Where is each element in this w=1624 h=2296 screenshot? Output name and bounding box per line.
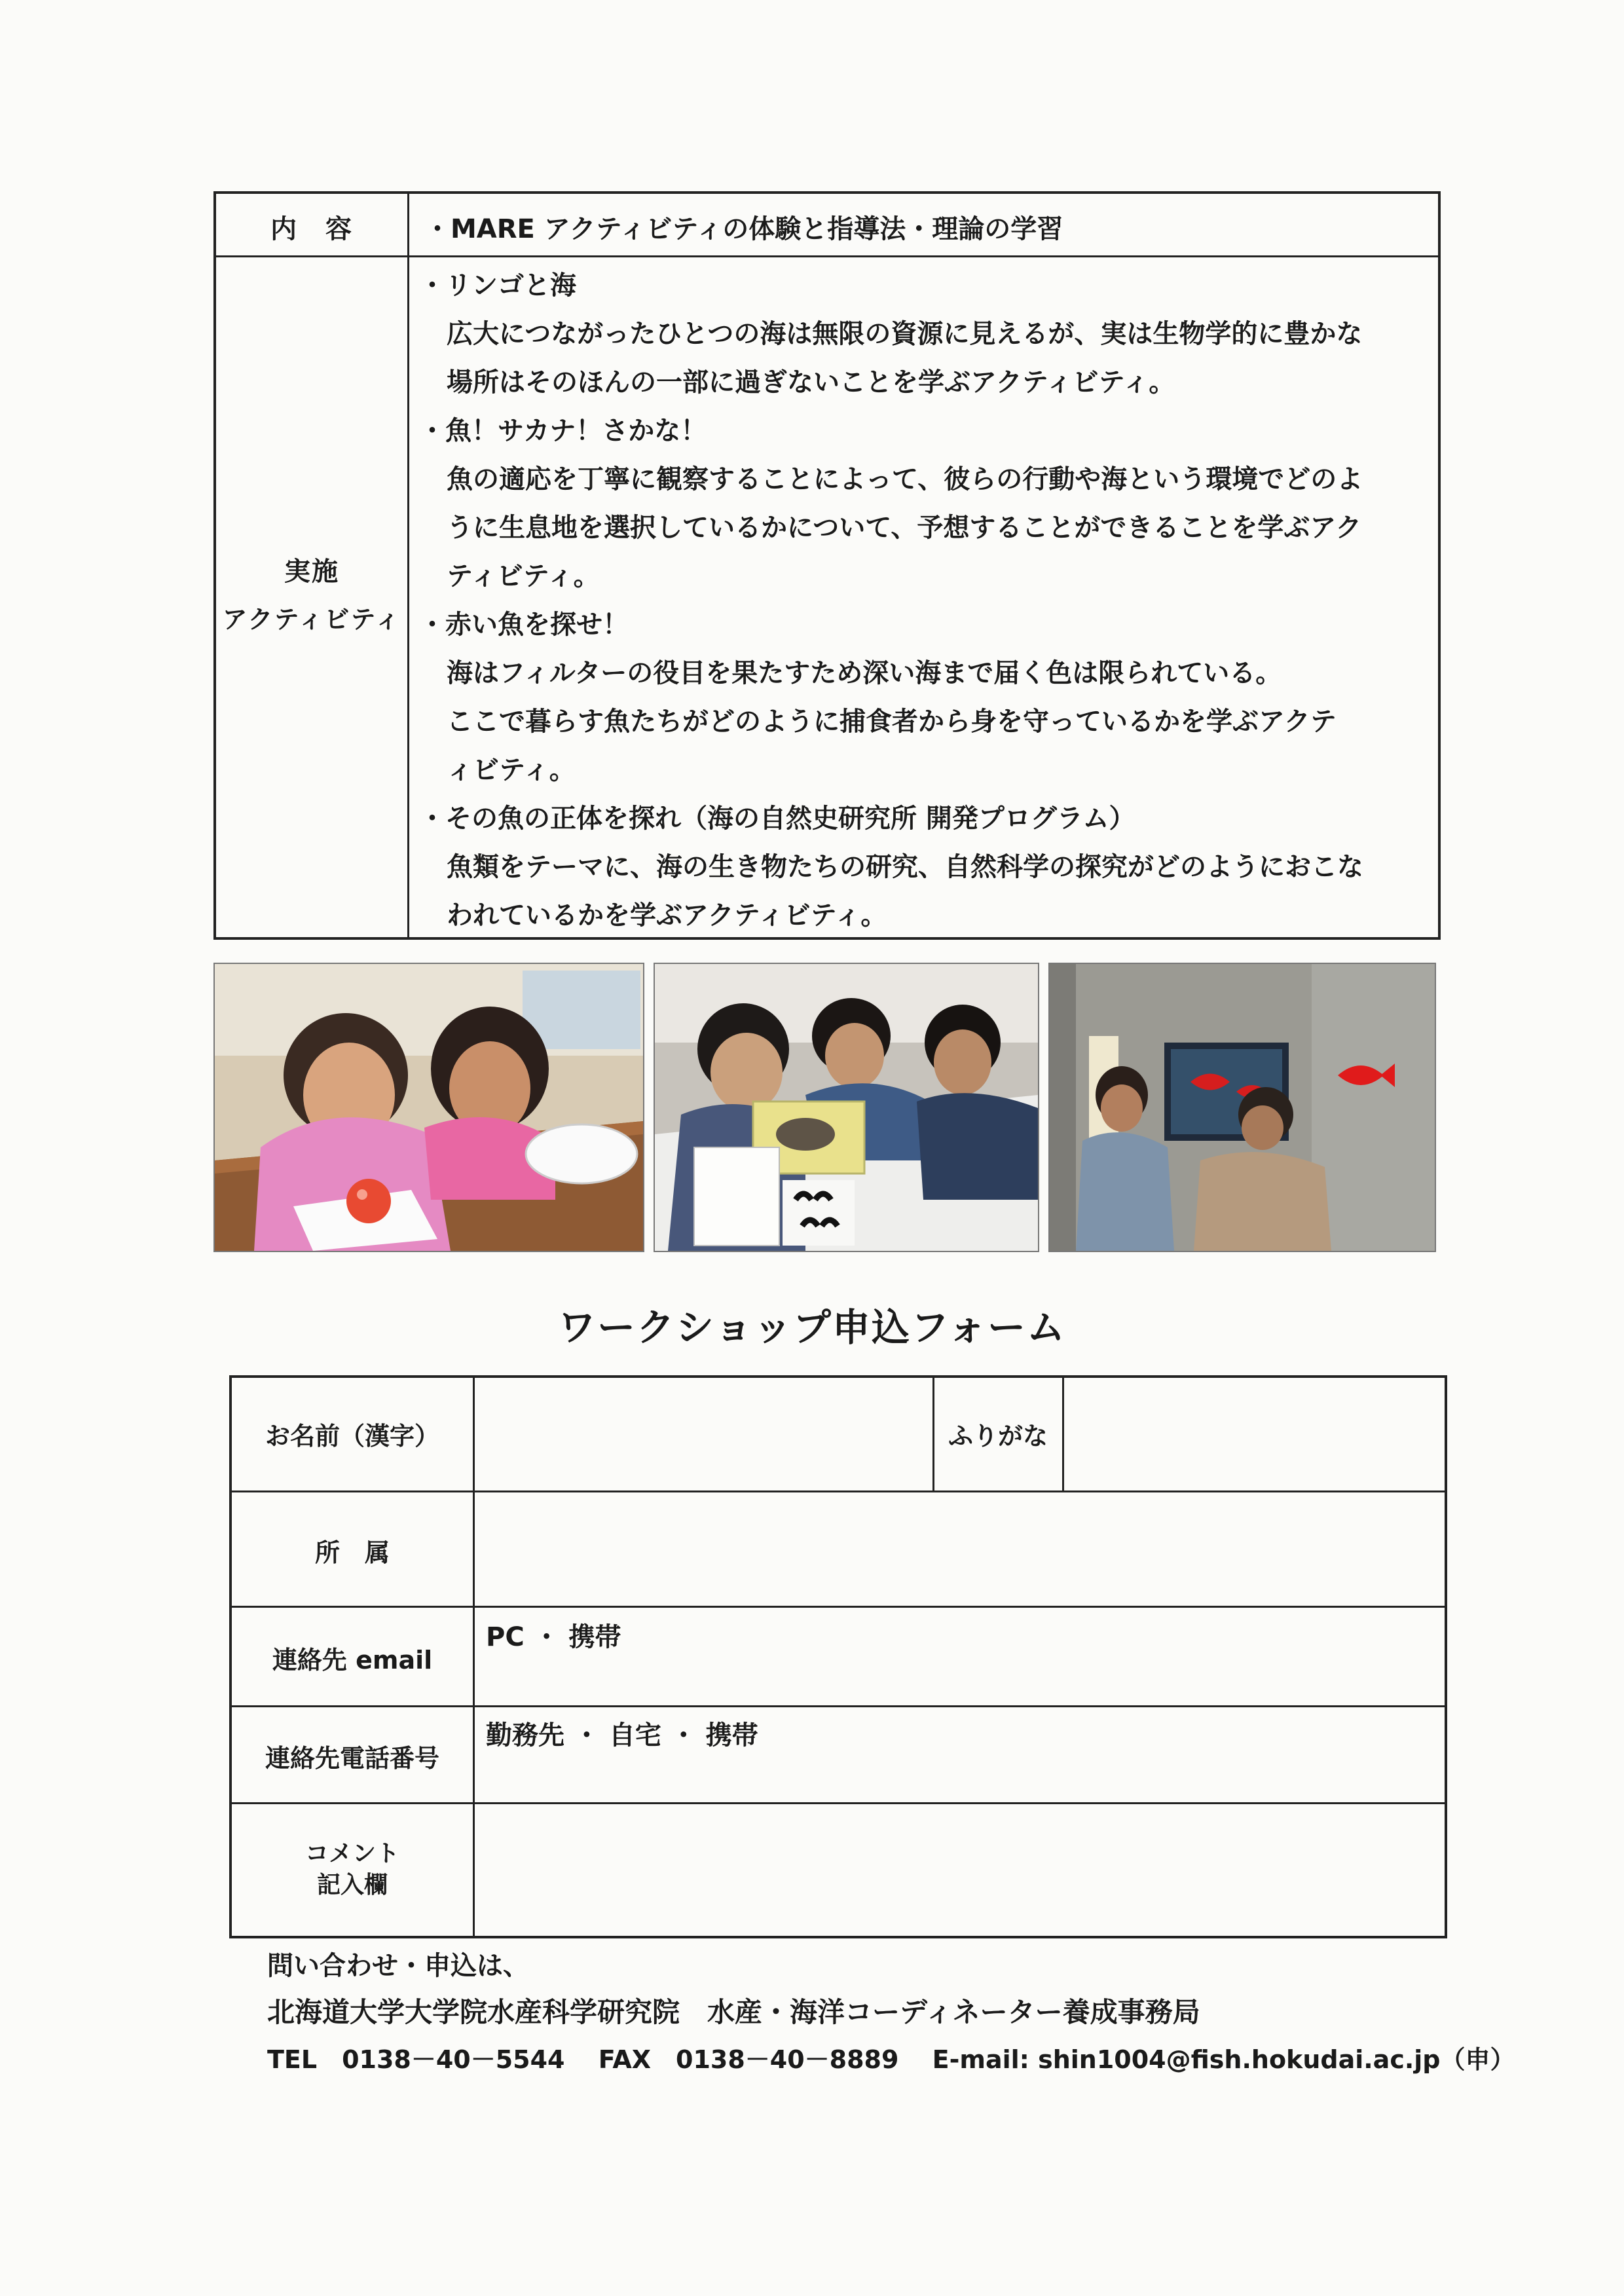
form-divider [232,1606,1445,1608]
phone-label: 連絡先電話番号 [265,1744,439,1773]
affiliation-field[interactable] [475,1493,1445,1604]
contact-office: 北海道大学大学院水産科学研究院 水産・海洋コーディネーター養成事務局 [267,1996,1200,2028]
furigana-field[interactable] [1065,1378,1445,1489]
contact-intro: 問い合わせ・申込は、 [267,1951,529,1981]
activity-description: 広大につながったひとつの海は無限の資源に見えるが、実は生物学的に豊かな [447,319,1363,349]
form-divider [232,1705,1445,1707]
activity-heading: ・リンゴと海 [419,270,576,301]
name-field[interactable] [475,1378,931,1489]
table-divider [216,255,1438,257]
activity-label: アクティビティ [222,605,401,634]
photo-fish-illustration [655,964,1038,1251]
activity-description: ィビティ。 [447,755,576,785]
comment-label: コメント [304,1840,399,1867]
email-label: 連絡先 email [272,1646,433,1675]
email-type-options[interactable]: PC ・ 携帯 [486,1622,621,1652]
name-label: お名前（漢字） [265,1422,439,1451]
photo-red-fish-activity [1048,963,1436,1252]
activity-description: 魚の適応を丁寧に観察することによって、彼らの行動や海という環境でどのよ [447,464,1363,494]
table-divider [407,194,409,937]
activity-description: 海はフィルターの役目を果たすため深い海まで届く色は限られている。 [447,658,1282,688]
activity-label: 実施 [284,557,339,587]
contact-details: TEL 0138－40－5544 FAX 0138－40－8889 E-mail: shin1004@fish.hokudai.ac.jp（申） [267,2045,1515,2074]
activity-description: われているかを学ぶアクティビティ。 [447,900,887,931]
photo-red-fish-illustration [1050,964,1435,1251]
application-form [229,1375,1447,1938]
comment-label: 記入欄 [316,1872,388,1898]
form-title: ワークショップ申込フォーム [558,1305,1066,1350]
activity-heading: ・その魚の正体を探れ（海の自然史研究所 開発プログラム） [419,804,1135,834]
activity-description: ティビティ。 [447,561,600,591]
form-divider [232,1802,1445,1804]
content-summary: ・MARE アクティビティの体験と指導法・理論の学習 [424,214,1063,244]
activity-description: ここで暮らす魚たちがどのように捕食者から身を守っているかを学ぶアクテ [447,707,1337,737]
comment-field[interactable] [475,1805,1445,1936]
photo-fish-observation [654,963,1039,1252]
activity-heading: ・魚！サカナ！さかな！ [419,416,707,446]
form-divider [1062,1378,1064,1491]
phone-type-options[interactable]: 勤務先 ・ 自宅 ・ 携帯 [486,1720,758,1750]
form-divider [473,1378,475,1936]
activity-heading: ・赤い魚を探せ！ [419,610,629,640]
content-label: 内 容 [270,214,353,244]
activity-description: うに生息地を選択しているかについて、予想することができることを学ぶアク [447,513,1362,543]
affiliation-label: 所 属 [314,1538,390,1567]
furigana-label: ふりがな [948,1422,1048,1451]
activity-description: 魚類をテーマに、海の生き物たちの研究、自然科学の探究がどのようにおこな [447,852,1363,882]
activity-table [213,191,1441,940]
activity-description: 場所はそのほんの一部に過ぎないことを学ぶアクティビティ。 [447,367,1175,398]
photo-apple-activity [213,963,644,1252]
form-divider [232,1491,1445,1492]
photo-apple-illustration [215,964,643,1251]
